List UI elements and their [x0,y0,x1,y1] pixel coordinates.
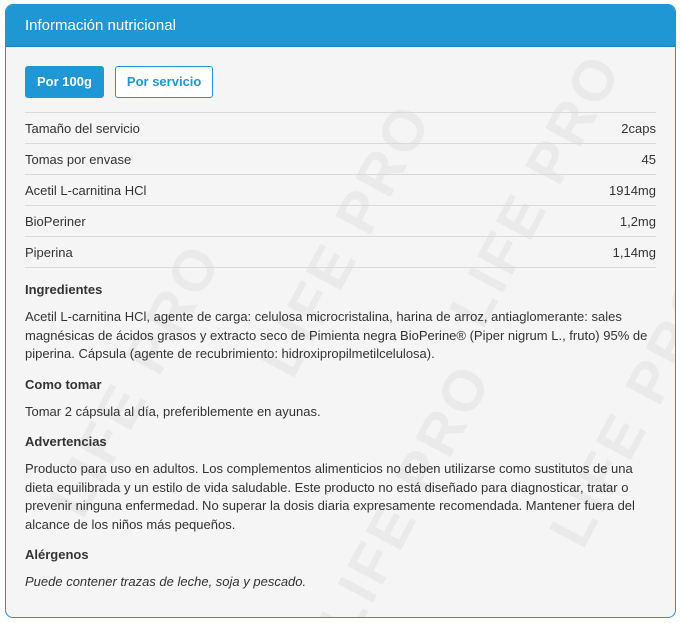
usage-text: Tomar 2 cápsula al día, preferiblemente en ayunas. [25,403,321,419]
unit-tabs [25,66,656,98]
row-value: 45 [641,151,656,167]
usage-title: Como tomar [25,376,102,392]
allergens-title: Alérgenos [25,547,89,562]
row-label: Piperina [25,244,73,260]
tab-per-100g[interactable]: Por 100g [25,66,104,98]
ingredients-title: Ingredientes [25,282,103,297]
panel-content [6,66,675,592]
nutrition-table [25,112,656,268]
row-label: BioPeriner [25,213,86,229]
row-label: Tamaño del servicio [25,120,140,136]
warnings-text: Producto para uso en adultos. Los complementos alimenticios no deben utilizarse como sustitutos de una dieta equilibrada y un estilo de vida saludable. Este producto no está diseñado para diagnosticar, tratar o prevenir ninguna enfermedad. No superar la dosis diaria expresamente recomendada. Mantener fuera del alcance de los niños más pequeños. [25,461,635,532]
table-row [25,206,656,237]
warnings-title: Advertencias [25,434,107,449]
table-row [25,113,656,144]
nutrition-info-panel [5,4,676,618]
row-label: Acetil L-carnitina HCl [25,182,147,198]
table-row [25,175,656,206]
row-value: 1914mg [609,182,656,198]
row-value: 2caps [621,120,656,136]
allergens-text: Puede contener trazas de leche, soja y pescado. [25,574,307,589]
row-value: 1,2mg [619,213,656,229]
table-row [25,144,656,175]
panel-title: Información nutricional [6,5,675,47]
row-value: 1,14mg [612,244,656,260]
table-row [25,237,656,268]
tab-per-serving[interactable]: Por servicio [115,66,213,98]
row-label: Tomas por envase [25,151,132,167]
ingredients-text: Acetil L-carnitina HCl, agente de carga: celulosa microcristalina, harina de arroz, antiaglomerante: sales magnésicas de ácidos grasos y extracto seco de Pimienta negra BioPerine® (Piper nigrum L., fruto) 95% de piperina. Cápsula (agente de recubrimiento: hidroxipropilmetilcelulosa). [25,309,648,361]
